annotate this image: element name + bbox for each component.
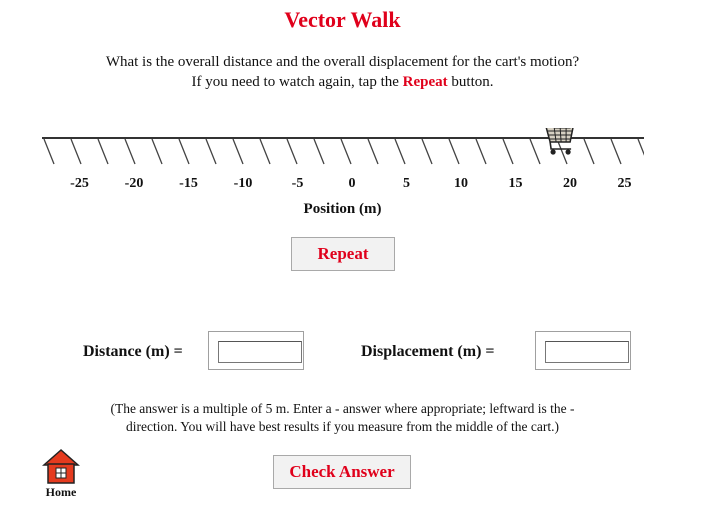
track-hatch	[584, 139, 594, 164]
home-label: Home	[45, 485, 77, 499]
axis-tick-label: -10	[233, 176, 253, 191]
track-hatch	[206, 139, 216, 164]
axis-tick-label: -5	[291, 176, 304, 191]
axis-tick-label: -20	[124, 176, 144, 191]
axis-tick-label: 0	[348, 176, 356, 191]
track	[42, 128, 644, 168]
track-hatch	[368, 139, 378, 164]
answer-hint: (The answer is a multiple of 5 m. Enter a - answer where appropriate; leftward is the - direction. You will have best results if you measure from the middle of the cart.)	[110, 401, 575, 434]
distance-input[interactable]	[218, 341, 302, 363]
cart-icon	[538, 128, 573, 155]
question-text	[100, 52, 585, 92]
track-hatch	[314, 139, 324, 164]
track-hatch	[233, 139, 243, 164]
distance-label: Distance (m) =	[83, 343, 183, 360]
question-part-1: What is the overall distance and the overall displacement for the cart's motion? If you need to watch again, tap the	[105, 54, 580, 90]
axis-tick-label: 5	[403, 176, 410, 191]
displacement-field-frame	[535, 331, 631, 370]
track-hatch	[422, 139, 432, 164]
track-hatch	[638, 139, 644, 164]
track-hatch	[44, 139, 54, 164]
axis-tick-label: 20	[563, 176, 577, 191]
track-hatch	[449, 139, 459, 164]
axis-tick-label: 10	[454, 176, 468, 191]
distance-field-frame	[208, 331, 304, 370]
house-icon	[41, 448, 81, 484]
track-hatch	[71, 139, 81, 164]
track-hatch	[152, 139, 162, 164]
track-hatch	[125, 139, 135, 164]
axis-tick-label: -15	[179, 176, 198, 191]
question-repeat-highlight: Repeat	[402, 74, 448, 90]
displacement-input[interactable]	[545, 341, 629, 363]
track-hatch	[287, 139, 297, 164]
axis-tick-label: 15	[508, 176, 523, 191]
track-hatch	[260, 139, 270, 164]
position-axis-ticks	[0, 176, 705, 196]
track-hatch	[395, 139, 405, 164]
track-hatch	[179, 139, 189, 164]
track-hatch	[98, 139, 108, 164]
page-title: Vector Walk	[284, 7, 401, 32]
axis-label: Position (m)	[303, 201, 382, 217]
track-hatch	[476, 139, 486, 164]
check-answer-button[interactable]: Check Answer	[273, 455, 411, 489]
track-hatch	[341, 139, 351, 164]
home-link[interactable]	[41, 448, 81, 499]
repeat-button[interactable]: Repeat	[291, 237, 395, 271]
question-part-2: button.	[447, 74, 494, 90]
track-hatch	[611, 139, 621, 164]
track-hatch	[530, 139, 540, 164]
displacement-label: Displacement (m) =	[361, 343, 495, 360]
axis-tick-label: 25	[617, 176, 632, 191]
axis-tick-label: -25	[70, 176, 89, 191]
track-hatch	[503, 139, 513, 164]
